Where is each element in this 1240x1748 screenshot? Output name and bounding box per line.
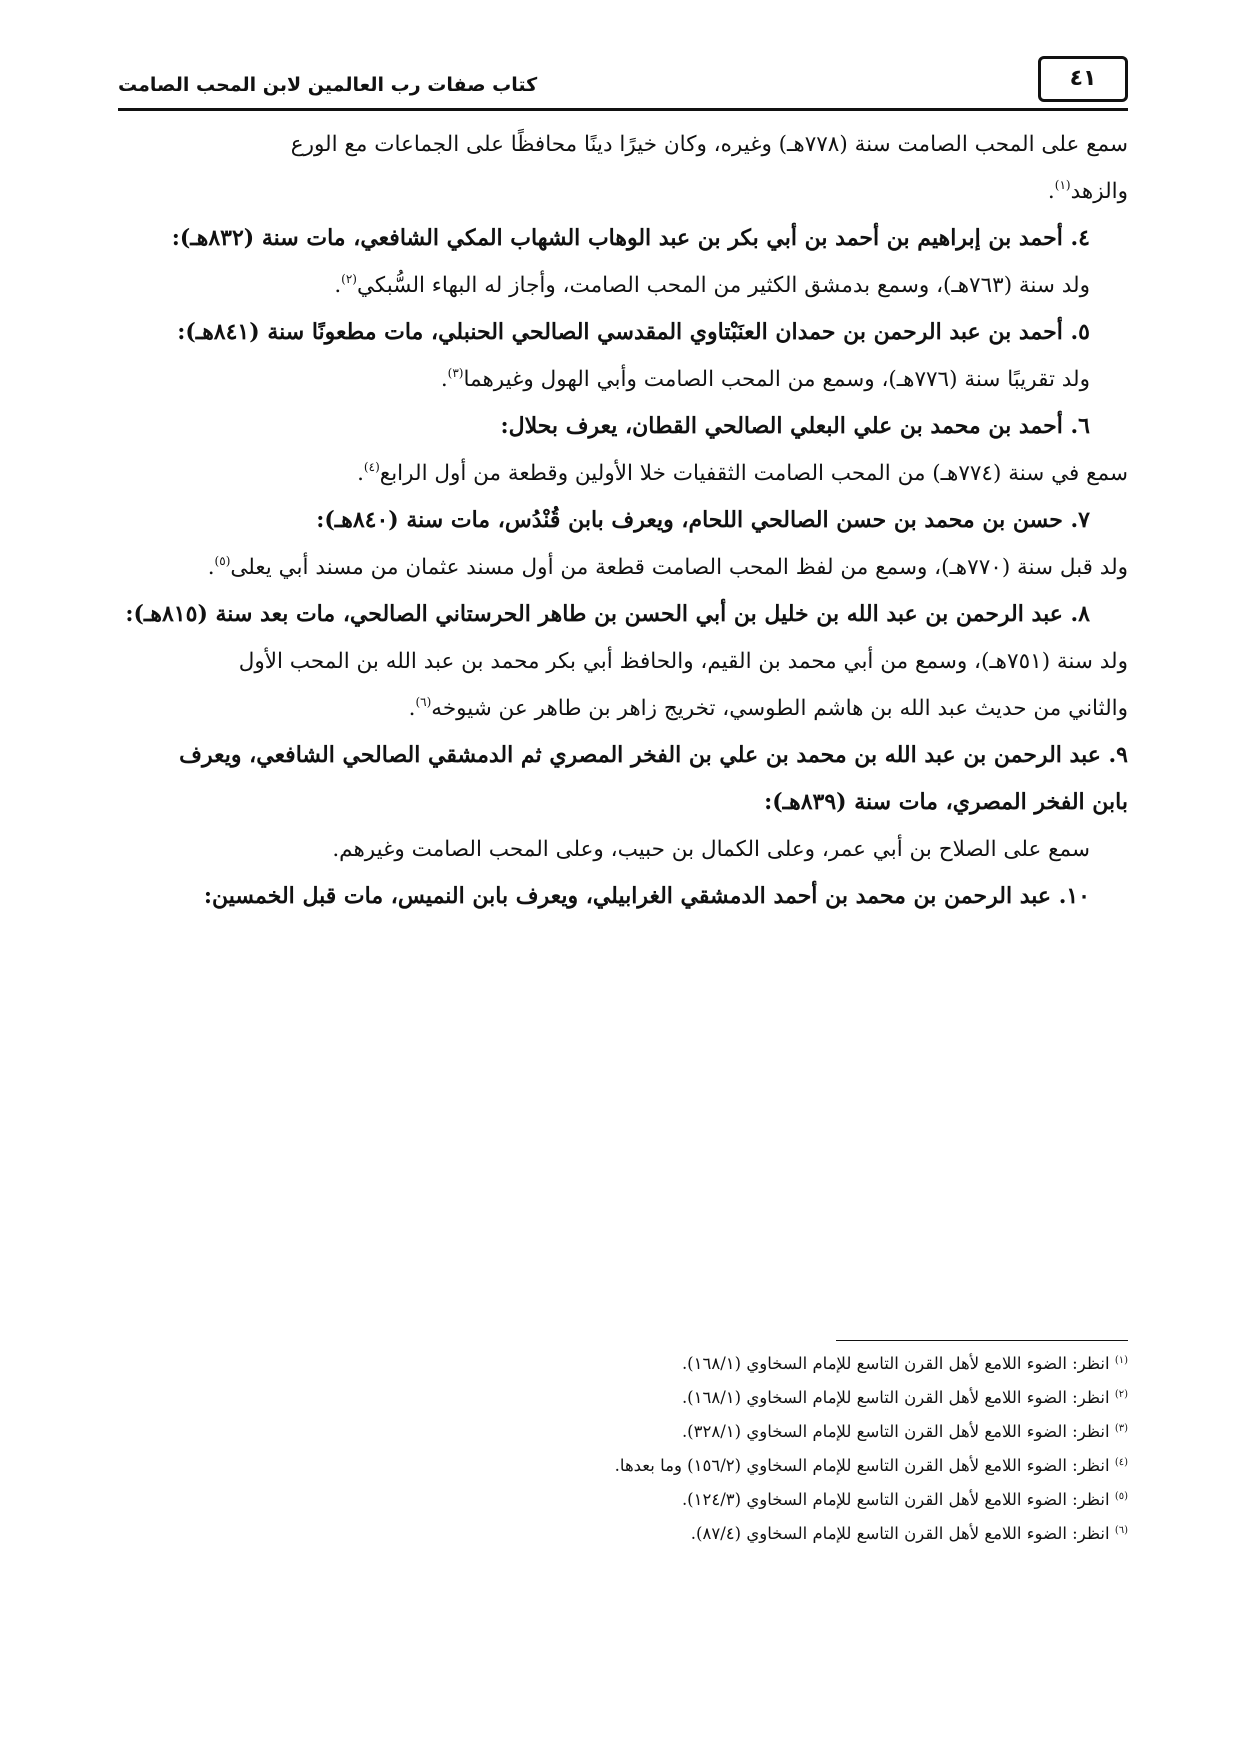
- footnote-text: انظر: الضوء اللامع لأهل القرن التاسع للإمام السخاوي (٨٧/٤).: [690, 1524, 1110, 1543]
- paragraph-tail: .: [1047, 179, 1055, 204]
- body-paragraph: [118, 356, 1128, 403]
- entry-heading: ٧. حسن بن محمد بن حسن الصالحي اللحام، ويعرف بابن قُنْدُس، مات سنة (٨٤٠هـ):: [316, 507, 1090, 533]
- footnote-reference[interactable]: (٦): [415, 695, 432, 709]
- footnote-divider: [836, 1340, 1128, 1341]
- body-paragraph: [118, 450, 1128, 497]
- footnote-mark: (٦): [1114, 1525, 1128, 1536]
- footnote-item: [118, 1347, 1128, 1381]
- paragraph-tail: .: [408, 696, 416, 721]
- book-title: كتاب صفات رب العالمين لابن المحب الصامت: [118, 74, 538, 96]
- entry-heading: ٨. عبد الرحمن بن عبد الله بن خليل بن أبي الحسن بن طاهر الحرستاني الصالحي، مات بعد سنة (٨١٥هـ):: [125, 601, 1090, 627]
- document-page: [118, 50, 1128, 1700]
- entry-heading: ٩. عبد الرحمن بن عبد الله بن محمد بن علي بن الفخر المصري ثم الدمشقي الصالحي الشافعي، ويعرف: [179, 742, 1128, 768]
- paragraph-text: ولد قبل سنة (٧٧٠هـ)، وسمع من لفظ المحب الصامت قطعة من أول مسند عثمان من مسند أبي يعلى: [230, 555, 1128, 580]
- paragraph-text: سمع على الصلاح بن أبي عمر، وعلى الكمال بن حبيب، وعلى المحب الصامت وغيرهم.: [332, 837, 1090, 862]
- entry-heading: بابن الفخر المصري، مات سنة (٨٣٩هـ):: [764, 789, 1128, 815]
- footnotes-section: [118, 1340, 1128, 1551]
- footnote-text: انظر: الضوء اللامع لأهل القرن التاسع للإمام السخاوي (١٦٨/١).: [681, 1388, 1110, 1407]
- footnote-reference[interactable]: (١): [1054, 178, 1071, 192]
- footnote-text: انظر: الضوء اللامع لأهل القرن التاسع للإمام السخاوي (١٦٨/١).: [681, 1354, 1110, 1373]
- footnote-reference[interactable]: (٢): [341, 272, 357, 286]
- footnote-mark: (٥): [1114, 1491, 1128, 1502]
- body-paragraph: [118, 685, 1128, 732]
- paragraph-text: ولد سنة (٧٦٣هـ)، وسمع بدمشق الكثير من المحب الصامت، وأجاز له البهاء السُّبكي: [356, 273, 1090, 298]
- paragraph-text: سمع على المحب الصامت سنة (٧٧٨هـ) وغيره، وكان خيرًا دينًا محافظًا على الجماعات مع الورع: [290, 132, 1128, 157]
- paragraph-tail: .: [207, 555, 215, 580]
- footnote-mark: (٢): [1114, 1389, 1128, 1400]
- entry-heading: ٤. أحمد بن إبراهيم بن أحمد بن أبي بكر بن عبد الوهاب الشهاب المكي الشافعي، مات سنة (٨٣٢هـ):: [171, 225, 1090, 251]
- entry-heading: ١٠. عبد الرحمن بن محمد بن أحمد الدمشقي الغرابيلي، ويعرف بابن النميس، مات قبل الخمسين:: [203, 883, 1090, 909]
- paragraph-tail: .: [440, 367, 448, 392]
- footnote-reference[interactable]: (٥): [214, 554, 231, 568]
- entry-heading: ٦. أحمد بن محمد بن علي البعلي الصالحي القطان، يعرف بحلال:: [500, 413, 1090, 439]
- footnote-mark: (٤): [1114, 1457, 1128, 1468]
- footnote-item: [118, 1449, 1128, 1483]
- body-paragraph: [118, 262, 1128, 309]
- paragraph-text: ولد تقريبًا سنة (٧٧٦هـ)، وسمع من المحب الصامت وأبي الهول وغيرهما: [463, 367, 1090, 392]
- footnote-text: انظر: الضوء اللامع لأهل القرن التاسع للإمام السخاوي (١٥٦/٢) وما بعدها.: [614, 1456, 1110, 1475]
- body-paragraph: [118, 544, 1128, 591]
- paragraph-text: سمع في سنة (٧٧٤هـ) من المحب الصامت الثقفيات خلا الأولين وقطعة من أول الرابع: [379, 461, 1128, 486]
- paragraph-tail: .: [334, 273, 342, 298]
- paragraph-text: والثاني من حديث عبد الله بن هاشم الطوسي، تخريج زاهر بن طاهر عن شيوخه: [431, 696, 1128, 721]
- footnote-mark: (١): [1114, 1355, 1128, 1366]
- page-header: [118, 50, 1128, 111]
- footnote-text: انظر: الضوء اللامع لأهل القرن التاسع للإمام السخاوي (٣٢٨/١).: [681, 1422, 1110, 1441]
- footnote-item: [118, 1517, 1128, 1551]
- footnote-reference[interactable]: (٣): [447, 366, 464, 380]
- body-paragraph: [118, 826, 1128, 873]
- paragraph-text: والزهد: [1070, 179, 1128, 204]
- footnote-item: [118, 1381, 1128, 1415]
- footnote-item: [118, 1483, 1128, 1517]
- footnote-reference[interactable]: (٤): [363, 460, 380, 474]
- footnote-mark: (٣): [1114, 1423, 1128, 1434]
- footnote-text: انظر: الضوء اللامع لأهل القرن التاسع للإمام السخاوي (١٢٤/٣).: [681, 1490, 1110, 1509]
- body-paragraph: [118, 638, 1128, 685]
- main-text: [118, 121, 1128, 920]
- paragraph-tail: .: [357, 461, 364, 486]
- paragraph-text: ولد سنة (٧٥١هـ)، وسمع من أبي محمد بن القيم، والحافظ أبي بكر محمد بن عبد الله بن المحب الأول: [238, 649, 1128, 674]
- page-number: ٤١: [1038, 56, 1128, 102]
- body-paragraph: [118, 121, 1128, 168]
- entry-heading: ٥. أحمد بن عبد الرحمن بن حمدان العنَبْتاوي المقدسي الصالحي الحنبلي، مات مطعونًا سنة (٨٤١هـ):: [177, 319, 1090, 345]
- footnote-list: [118, 1347, 1128, 1551]
- footnote-item: [118, 1415, 1128, 1449]
- body-paragraph: [118, 168, 1128, 215]
